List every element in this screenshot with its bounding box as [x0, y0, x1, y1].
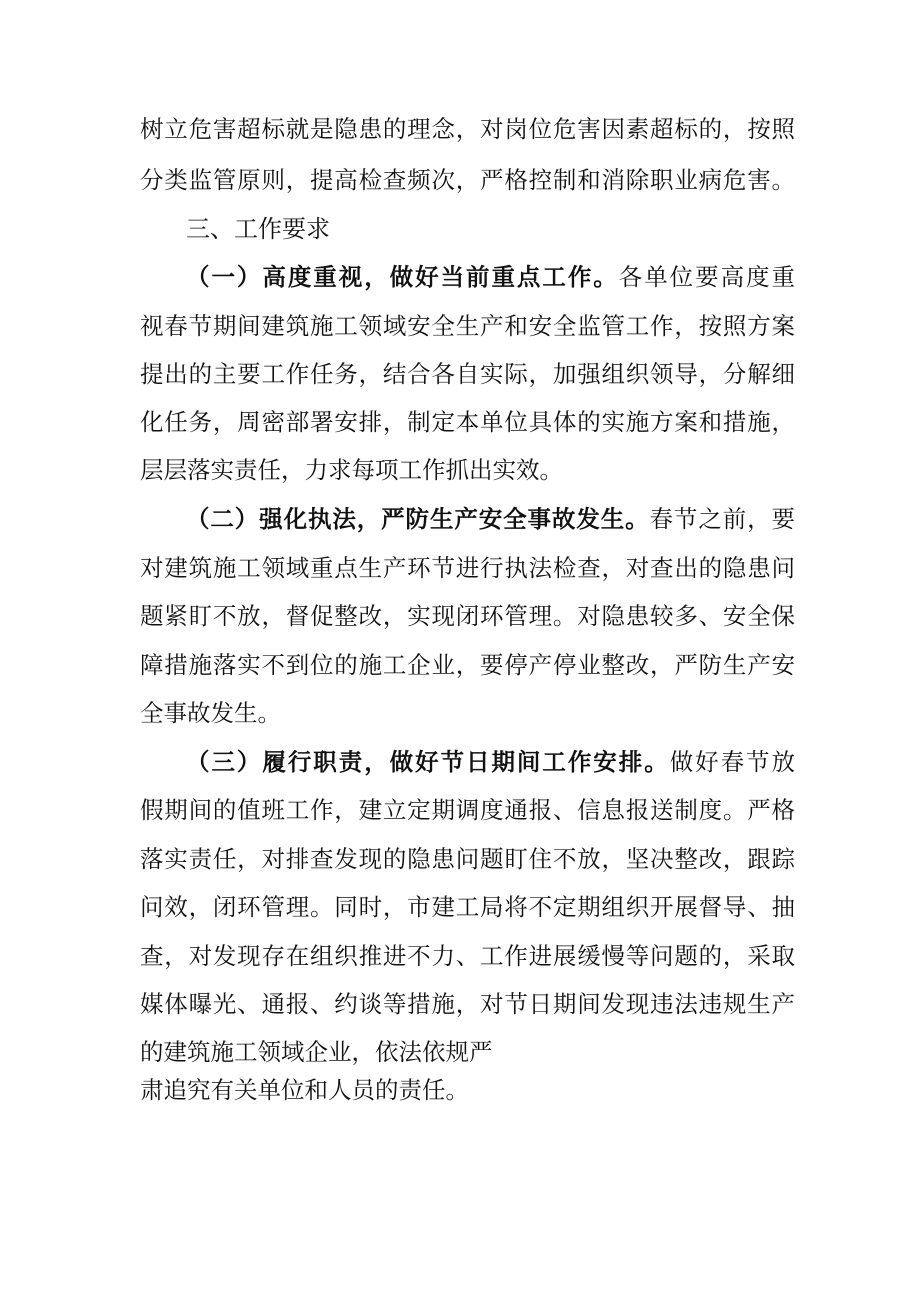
paragraph-line-5: 视春节期间建筑施工领域安全生产和安全监管工作，按照方案 [140, 312, 795, 340]
subsection-3-text: 做好春节放 [669, 748, 795, 776]
subsection-2-line [186, 495, 795, 543]
paragraph-line-12: 障措施落实不到位的施工企业，要停产停业整改，严防生产安 [140, 651, 795, 679]
subsection-3-title: （三）履行职责，做好节日期间工作安排。 [186, 748, 670, 776]
subsection-3-line [186, 738, 795, 786]
paragraph-line-2: 分类监管原则，提高检查频次，严格控制和消除职业病危害。 [140, 166, 795, 194]
paragraph-line-17: 问效，闭环管理。同时，市建工局将不定期组织开展督导、抽 [140, 893, 795, 921]
subsection-1-title: （一）高度重视，做好当前重点工作。 [186, 263, 619, 291]
paragraph-line-20: 的建筑施工领域企业，依法依规严 [140, 1038, 493, 1066]
paragraph-line-11: 题紧盯不放，督促整改，实现闭环管理。对隐患较多、安全保 [140, 602, 795, 630]
paragraph-line-10: 对建筑施工领域重点生产环节进行执法检查，对查出的隐患问 [140, 554, 795, 582]
paragraph-line-19: 媒体曝光、通报、约谈等措施，对节日期间发现违法违规生产 [140, 990, 795, 1018]
paragraph-line-13: 全事故发生。 [140, 699, 281, 727]
paragraph-line-21: 肃追究有关单位和人员的责任。 [140, 1076, 469, 1104]
paragraph-line-18: 查，对发现存在组织推进不力、工作进展缓慢等问题的，采取 [140, 942, 795, 970]
paragraph-line-16: 落实责任，对排查发现的隐患问题盯住不放，坚决整改，跟踪 [140, 845, 795, 873]
section-heading-3: 三、工作要求 [186, 215, 330, 243]
paragraph-line-8: 层层落实责任，力求每项工作抓出实效。 [140, 456, 563, 484]
paragraph-line-7: 化任务，周密部署安排，制定本单位具体的实施方案和措施， [140, 408, 795, 436]
paragraph-line-1: 树立危害超标就是隐患的理念，对岗位危害因素超标的，按照 [140, 115, 795, 143]
subsection-1-line [186, 253, 795, 301]
subsection-2-title: （二）强化执法，严防生产安全事故发生。 [186, 505, 650, 533]
paragraph-line-6: 提出的主要工作任务，结合各自实际，加强组织领导，分解细 [140, 360, 795, 388]
subsection-2-text: 春节之前，要 [649, 505, 795, 533]
subsection-1-text: 各单位要高度重 [618, 263, 795, 291]
paragraph-line-15: 假期间的值班工作，建立定期调度通报、信息报送制度。严格 [140, 796, 795, 824]
